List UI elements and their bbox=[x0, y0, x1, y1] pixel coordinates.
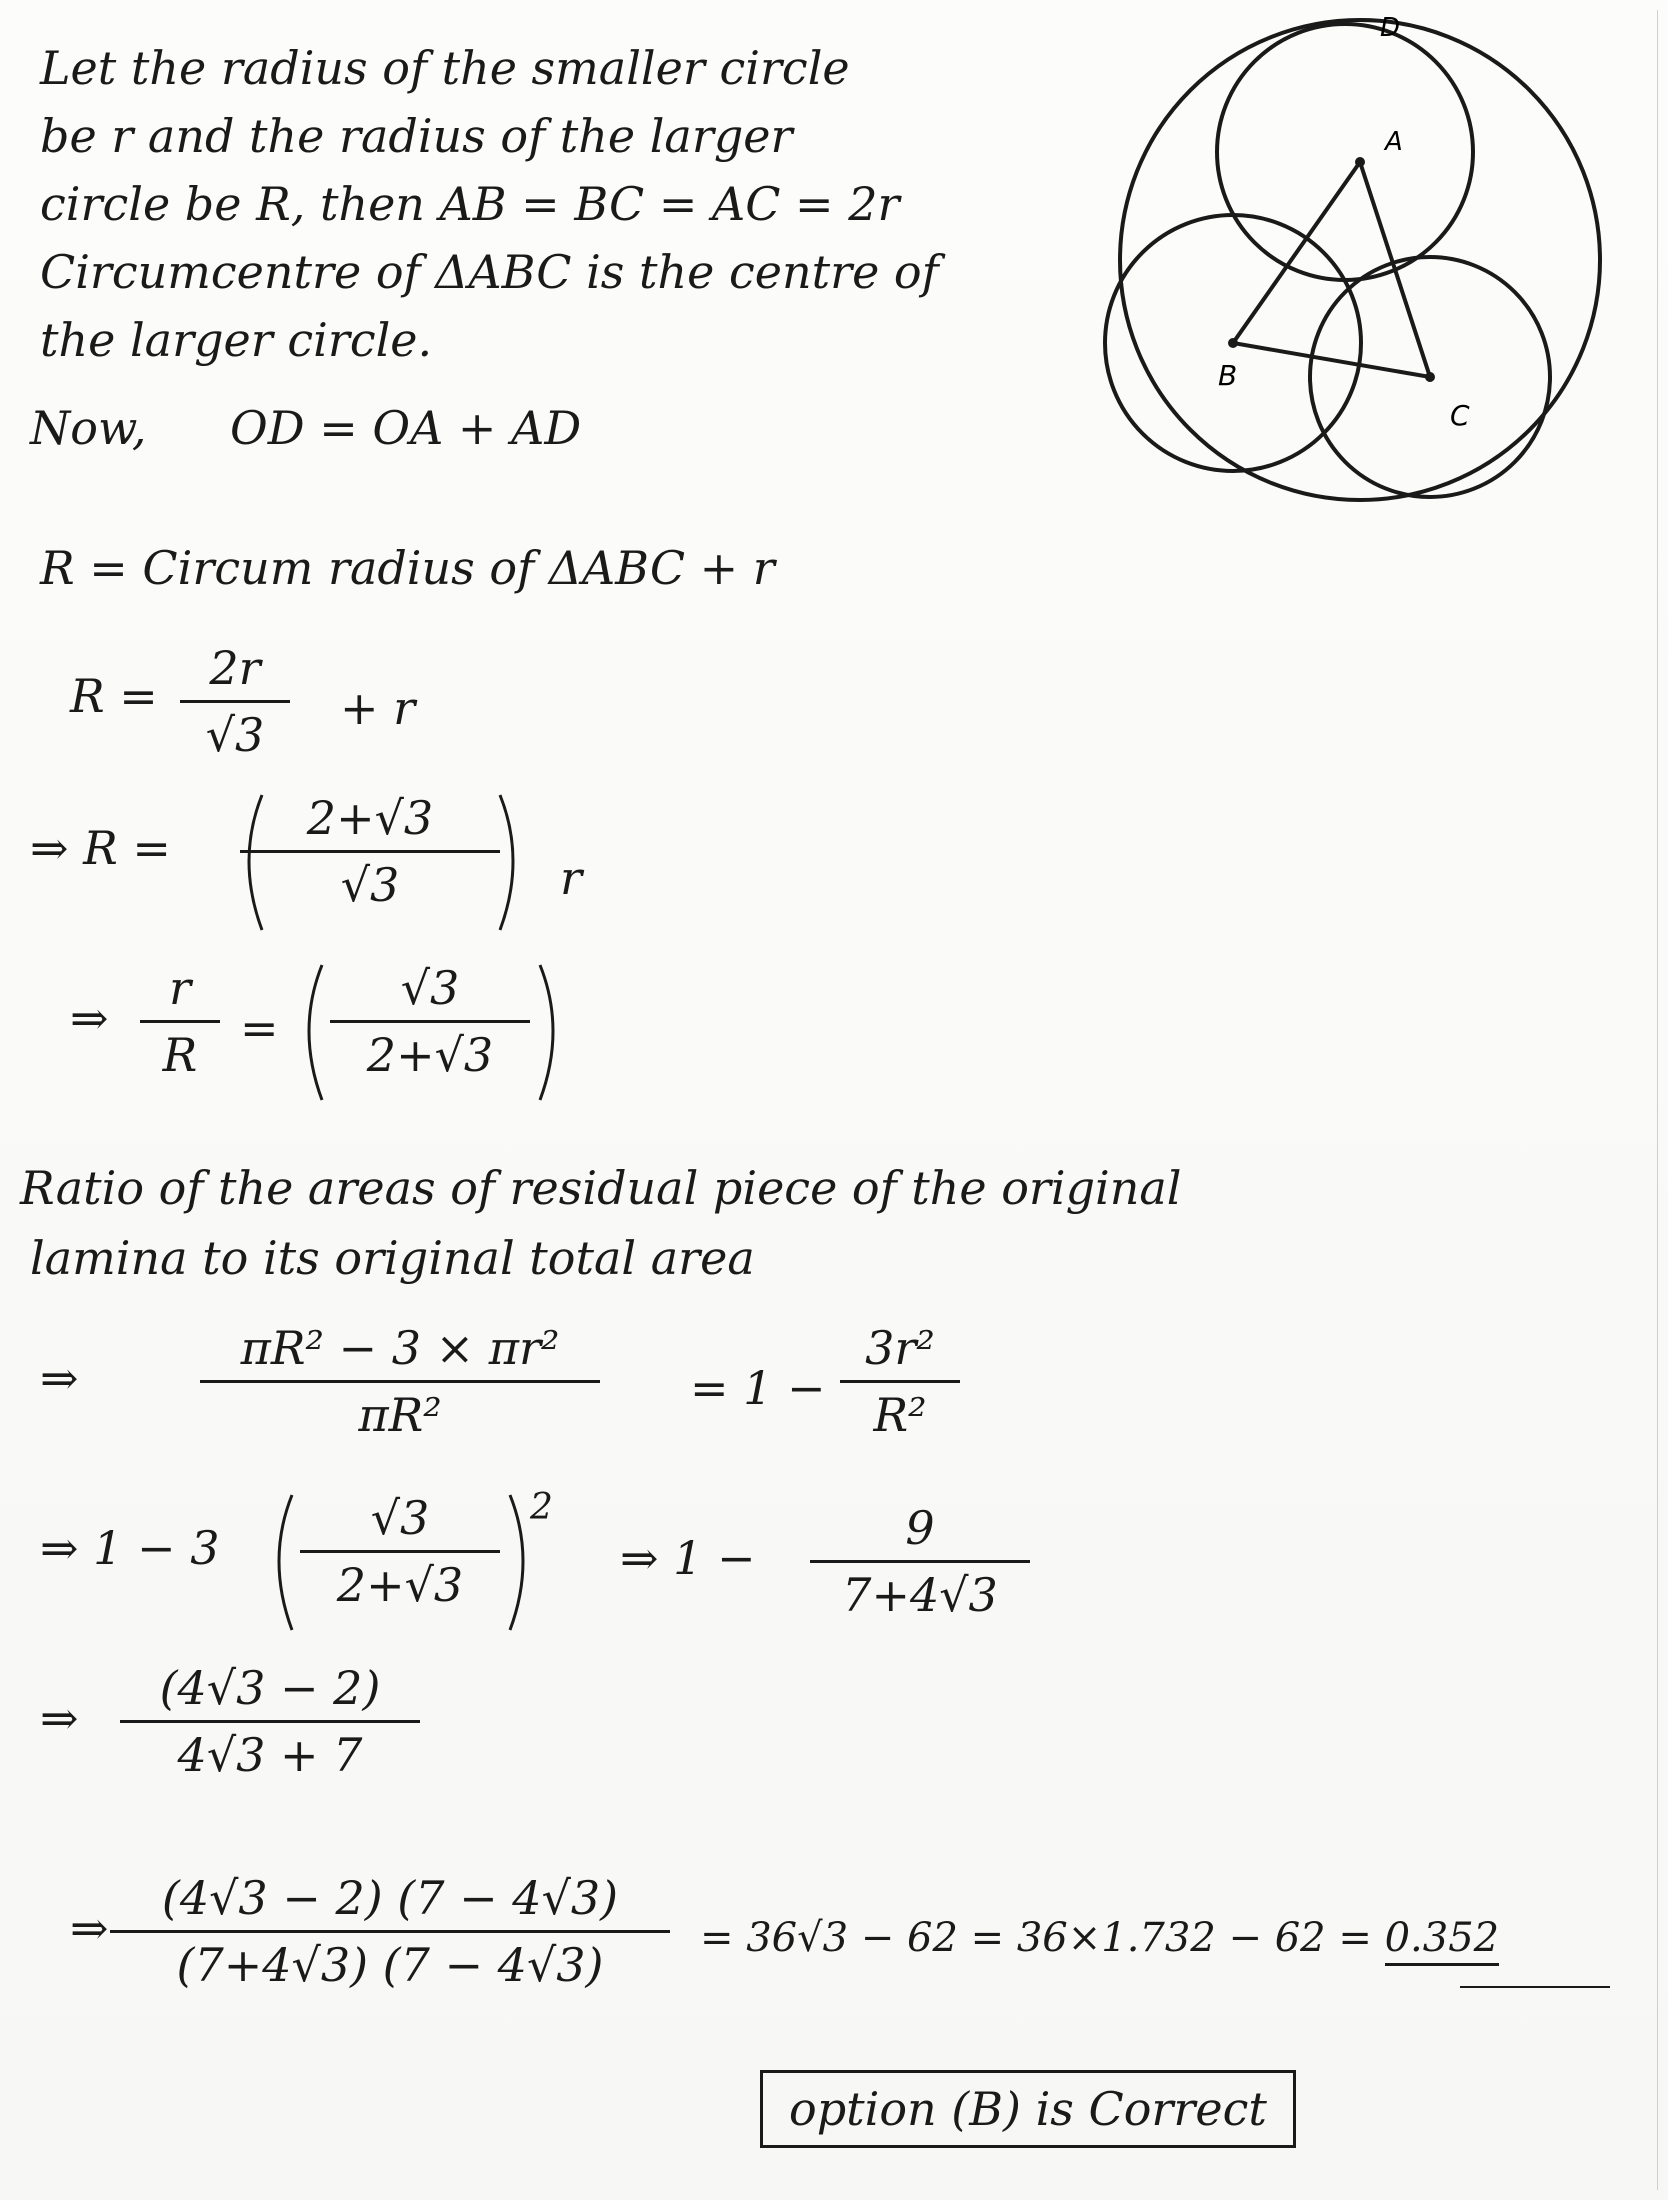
intro-line-4: Circumcentre of ΔABC is the centre of bbox=[40, 245, 939, 299]
step2-numerator: 2+√3 bbox=[306, 791, 434, 845]
label-d: D bbox=[1380, 13, 1401, 43]
step7-numerator: (4√3 − 2) (7 − 4√3) bbox=[161, 1871, 619, 1925]
step7-result-text: = 36√3 − 62 = 36×1.732 − 62 = bbox=[700, 1915, 1385, 1961]
step2-lhs: ⇒ R = bbox=[30, 821, 171, 875]
step5-fraction-2 bbox=[810, 1500, 1030, 1623]
point-c bbox=[1425, 372, 1435, 382]
step6-lhs: ⇒ bbox=[40, 1691, 79, 1745]
step7-answer: 0.352 bbox=[1385, 1915, 1500, 1966]
intro-line-5: the larger circle. bbox=[40, 313, 433, 367]
step4-arrow: ⇒ bbox=[40, 1351, 79, 1405]
label-b: B bbox=[1218, 359, 1238, 392]
fraction-bar bbox=[810, 1560, 1030, 1563]
page-edge bbox=[1657, 10, 1658, 2190]
fraction-bar bbox=[120, 1720, 420, 1723]
step3-parentheses bbox=[300, 960, 570, 1110]
step1-lhs: R = bbox=[70, 669, 158, 723]
step3-left-fraction bbox=[140, 960, 220, 1083]
step4-numerator-2: 3r² bbox=[865, 1321, 935, 1375]
step5-denominator-2: 7+4√3 bbox=[842, 1568, 998, 1622]
r-circumradius-line: R = Circum radius of ΔABC + r bbox=[40, 541, 775, 595]
step5-middle: ⇒ 1 − bbox=[620, 1531, 756, 1585]
step6-denominator: 4√3 + 7 bbox=[177, 1728, 363, 1782]
step4-denominator-2: R² bbox=[873, 1388, 927, 1442]
step3-right-numerator: √3 bbox=[400, 961, 460, 1015]
fraction-bar bbox=[180, 700, 290, 703]
large-circle bbox=[1120, 20, 1600, 500]
step5-numerator: √3 bbox=[370, 1491, 430, 1545]
step5-numerator-2: 9 bbox=[905, 1501, 935, 1555]
step2-denominator: √3 bbox=[340, 858, 400, 912]
step5-lhs: ⇒ 1 − 3 bbox=[40, 1521, 220, 1575]
step3-lhs: ⇒ bbox=[70, 991, 109, 1045]
step1-tail: + r bbox=[340, 681, 416, 735]
step6-fraction bbox=[120, 1660, 420, 1783]
fraction-bar bbox=[110, 1930, 670, 1933]
step1-numerator: 2r bbox=[209, 641, 261, 695]
circles-diagram bbox=[1100, 10, 1640, 510]
step5-exponent: 2 bbox=[530, 1487, 553, 1528]
step2-tail: r bbox=[560, 851, 582, 905]
step1-fraction bbox=[180, 640, 290, 763]
fraction-bar bbox=[140, 1020, 220, 1023]
label-a: A bbox=[1385, 127, 1403, 157]
top-small-circle bbox=[1217, 24, 1473, 280]
intro-line-2: be r and the radius of the larger bbox=[40, 109, 793, 163]
step3-left-denominator: R bbox=[162, 1028, 198, 1082]
point-b bbox=[1228, 338, 1238, 348]
ratio-line-1: Ratio of the areas of residual piece of the original bbox=[20, 1161, 1182, 1215]
step4-fraction bbox=[200, 1320, 600, 1443]
step5-parentheses bbox=[270, 1490, 540, 1640]
step6-numerator: (4√3 − 2) bbox=[159, 1661, 381, 1715]
step7-lhs: ⇒ bbox=[70, 1901, 109, 1955]
now-label: Now, bbox=[30, 401, 147, 455]
fraction-bar bbox=[840, 1380, 960, 1383]
step7-result bbox=[700, 1910, 1499, 1966]
intro-line-1: Let the radius of the smaller circle bbox=[40, 41, 850, 95]
step1-denominator: √3 bbox=[205, 708, 265, 762]
point-a bbox=[1355, 157, 1365, 167]
step4-numerator: πR² − 3 × πr² bbox=[240, 1321, 560, 1375]
step7-denominator: (7+4√3) (7 − 4√3) bbox=[176, 1938, 604, 1992]
fraction-bar bbox=[200, 1380, 600, 1383]
step3-equals: = bbox=[240, 1001, 279, 1055]
step4-equals: = 1 − bbox=[690, 1361, 826, 1415]
step4-fraction-2 bbox=[840, 1320, 960, 1443]
step7-fraction bbox=[110, 1870, 670, 1993]
step5-denominator: 2+√3 bbox=[336, 1558, 464, 1612]
now-equation: OD = OA + AD bbox=[230, 401, 582, 455]
step3-left-numerator: r bbox=[169, 961, 191, 1015]
step4-denominator: πR² bbox=[358, 1388, 442, 1442]
intro-line-3: circle be R, then AB = BC = AC = 2r bbox=[40, 177, 900, 231]
step3-right-denominator: 2+√3 bbox=[366, 1028, 494, 1082]
answer-double-underline bbox=[1460, 1986, 1610, 1988]
ratio-line-2: lamina to its original total area bbox=[30, 1231, 755, 1285]
conclusion-box: option (B) is Correct bbox=[760, 2070, 1296, 2148]
step2-parentheses bbox=[240, 790, 530, 940]
label-c: C bbox=[1450, 399, 1470, 432]
